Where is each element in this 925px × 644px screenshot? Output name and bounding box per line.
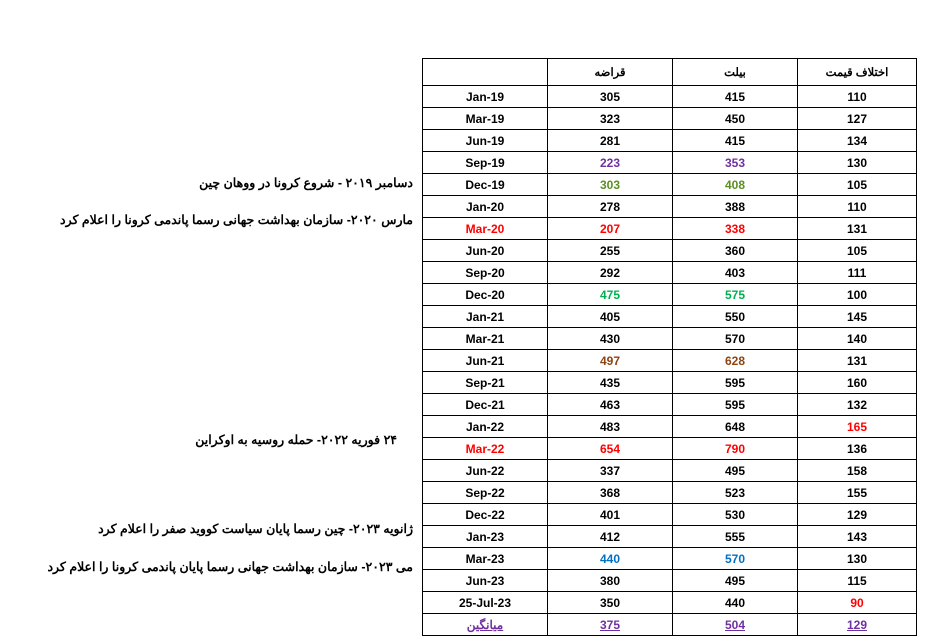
scrap-cell: 278 xyxy=(548,196,673,218)
table-row xyxy=(423,504,917,526)
date-cell: Mar-19 xyxy=(423,108,548,130)
scrap-cell: 435 xyxy=(548,372,673,394)
billet-cell: 595 xyxy=(673,394,798,416)
price-diff-cell: 132 xyxy=(798,394,917,416)
scrap-cell: 223 xyxy=(548,152,673,174)
average-row xyxy=(423,614,917,636)
table-row xyxy=(423,218,917,240)
header-billet: بیلت xyxy=(673,59,798,86)
price-diff-cell: 131 xyxy=(798,350,917,372)
billet-cell: 495 xyxy=(673,570,798,592)
date-cell: Jun-23 xyxy=(423,570,548,592)
date-cell: Jun-19 xyxy=(423,130,548,152)
table-row xyxy=(423,174,917,196)
scrap-cell: 337 xyxy=(548,460,673,482)
price-diff-cell: 127 xyxy=(798,108,917,130)
table-row xyxy=(423,328,917,350)
date-cell: Sep-19 xyxy=(423,152,548,174)
scrap-cell: 255 xyxy=(548,240,673,262)
billet-cell: 450 xyxy=(673,108,798,130)
price-diff-cell: 145 xyxy=(798,306,917,328)
table-body xyxy=(423,86,917,636)
billet-cell: 360 xyxy=(673,240,798,262)
table-row xyxy=(423,108,917,130)
date-cell: Jan-23 xyxy=(423,526,548,548)
table-row xyxy=(423,262,917,284)
scrap-cell: 207 xyxy=(548,218,673,240)
table-row xyxy=(423,526,917,548)
scrap-cell: 375 xyxy=(548,614,673,636)
date-cell: Jun-22 xyxy=(423,460,548,482)
scrap-cell: 463 xyxy=(548,394,673,416)
date-cell: Jan-21 xyxy=(423,306,548,328)
date-cell: Mar-21 xyxy=(423,328,548,350)
table-row xyxy=(423,460,917,482)
price-diff-cell: 105 xyxy=(798,240,917,262)
price-diff-cell: 160 xyxy=(798,372,917,394)
table-row xyxy=(423,350,917,372)
table-row xyxy=(423,592,917,614)
date-cell: Jan-20 xyxy=(423,196,548,218)
price-diff-cell: 136 xyxy=(798,438,917,460)
billet-cell: 415 xyxy=(673,86,798,108)
billet-cell: 530 xyxy=(673,504,798,526)
scrap-cell: 654 xyxy=(548,438,673,460)
date-cell: Mar-22 xyxy=(423,438,548,460)
date-cell: Mar-23 xyxy=(423,548,548,570)
table-row xyxy=(423,306,917,328)
table-row xyxy=(423,86,917,108)
date-cell: Sep-20 xyxy=(423,262,548,284)
date-cell: Jun-21 xyxy=(423,350,548,372)
table-row xyxy=(423,240,917,262)
table-row xyxy=(423,438,917,460)
billet-cell: 570 xyxy=(673,328,798,350)
note-dec-2019: دسامبر ۲۰۱۹ - شروع کرونا در ووهان چین xyxy=(199,176,413,190)
scrap-cell: 497 xyxy=(548,350,673,372)
billet-cell: 353 xyxy=(673,152,798,174)
note-jan-2023: ژانویه ۲۰۲۳- چین رسما پایان سیاست کووید صفر را اعلام کرد xyxy=(98,522,413,536)
price-diff-cell: 130 xyxy=(798,152,917,174)
price-diff-cell: 129 xyxy=(798,614,917,636)
scrap-cell: 303 xyxy=(548,174,673,196)
scrap-cell: 405 xyxy=(548,306,673,328)
billet-cell: 570 xyxy=(673,548,798,570)
date-cell: 25-Jul-23 xyxy=(423,592,548,614)
note-mar-2020: مارس ۲۰۲۰- سازمان بهداشت جهانی رسما پاندمی کرونا را اعلام کرد xyxy=(60,213,413,227)
header-date xyxy=(423,59,548,86)
price-diff-cell: 110 xyxy=(798,196,917,218)
price-diff-cell: 110 xyxy=(798,86,917,108)
scrap-cell: 401 xyxy=(548,504,673,526)
price-diff-cell: 130 xyxy=(798,548,917,570)
price-diff-cell: 100 xyxy=(798,284,917,306)
date-cell: Dec-19 xyxy=(423,174,548,196)
scrap-cell: 475 xyxy=(548,284,673,306)
billet-cell: 408 xyxy=(673,174,798,196)
table-row xyxy=(423,482,917,504)
date-cell: Mar-20 xyxy=(423,218,548,240)
date-cell: Jan-22 xyxy=(423,416,548,438)
table-row xyxy=(423,152,917,174)
scrap-cell: 323 xyxy=(548,108,673,130)
table-row xyxy=(423,416,917,438)
billet-cell: 504 xyxy=(673,614,798,636)
scrap-cell: 412 xyxy=(548,526,673,548)
scrap-cell: 368 xyxy=(548,482,673,504)
date-cell: Jun-20 xyxy=(423,240,548,262)
date-cell: Jan-19 xyxy=(423,86,548,108)
price-table xyxy=(422,58,917,636)
note-may-2023: می ۲۰۲۳- سازمان بهداشت جهانی رسما پایان پاندمی کرونا را اعلام کرد xyxy=(47,560,413,574)
price-diff-cell: 143 xyxy=(798,526,917,548)
date-cell: Sep-22 xyxy=(423,482,548,504)
table-header-row xyxy=(423,59,917,86)
billet-cell: 403 xyxy=(673,262,798,284)
billet-cell: 388 xyxy=(673,196,798,218)
price-diff-cell: 111 xyxy=(798,262,917,284)
price-diff-cell: 158 xyxy=(798,460,917,482)
date-cell: Dec-22 xyxy=(423,504,548,526)
table-row xyxy=(423,570,917,592)
price-diff-cell: 140 xyxy=(798,328,917,350)
price-diff-cell: 90 xyxy=(798,592,917,614)
table-row xyxy=(423,284,917,306)
billet-cell: 440 xyxy=(673,592,798,614)
date-cell: میانگین xyxy=(423,614,548,636)
billet-cell: 575 xyxy=(673,284,798,306)
date-cell: Sep-21 xyxy=(423,372,548,394)
scrap-cell: 483 xyxy=(548,416,673,438)
scrap-cell: 430 xyxy=(548,328,673,350)
billet-cell: 495 xyxy=(673,460,798,482)
scrap-cell: 440 xyxy=(548,548,673,570)
price-diff-cell: 131 xyxy=(798,218,917,240)
billet-cell: 523 xyxy=(673,482,798,504)
price-diff-cell: 165 xyxy=(798,416,917,438)
billet-cell: 628 xyxy=(673,350,798,372)
note-feb-2022: ۲۴ فوریه ۲۰۲۲- حمله روسیه به اوکراین xyxy=(195,433,397,447)
price-diff-cell: 129 xyxy=(798,504,917,526)
scrap-cell: 305 xyxy=(548,86,673,108)
billet-cell: 595 xyxy=(673,372,798,394)
date-cell: Dec-21 xyxy=(423,394,548,416)
scrap-cell: 281 xyxy=(548,130,673,152)
billet-cell: 648 xyxy=(673,416,798,438)
table-row xyxy=(423,548,917,570)
table-row xyxy=(423,196,917,218)
table-row xyxy=(423,130,917,152)
price-diff-cell: 115 xyxy=(798,570,917,592)
scrap-cell: 292 xyxy=(548,262,673,284)
date-cell: Dec-20 xyxy=(423,284,548,306)
price-diff-cell: 105 xyxy=(798,174,917,196)
billet-cell: 415 xyxy=(673,130,798,152)
price-diff-cell: 134 xyxy=(798,130,917,152)
billet-cell: 338 xyxy=(673,218,798,240)
billet-cell: 790 xyxy=(673,438,798,460)
header-price-diff: اختلاف قیمت xyxy=(798,59,917,86)
scrap-cell: 350 xyxy=(548,592,673,614)
header-scrap: قراضه xyxy=(548,59,673,86)
table-row xyxy=(423,394,917,416)
table-row xyxy=(423,372,917,394)
billet-cell: 555 xyxy=(673,526,798,548)
scrap-cell: 380 xyxy=(548,570,673,592)
price-diff-cell: 155 xyxy=(798,482,917,504)
billet-cell: 550 xyxy=(673,306,798,328)
